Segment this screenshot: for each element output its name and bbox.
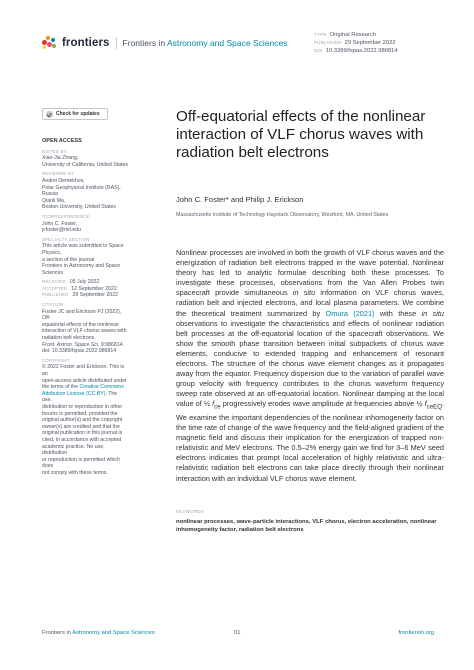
correspondence: John C. Foster, jcfoster@mit.edu bbox=[42, 221, 128, 234]
keywords: nonlinear processes, wave-particle interactions, VLF chorus, electron acceleration, nonlinear inhomogeneity factor, radiation belt electrons bbox=[176, 519, 437, 534]
header-divider bbox=[116, 37, 117, 49]
accepted-date: ACCEPTED 12 September 2022 bbox=[42, 285, 117, 292]
reviewed-by-label: REVIEWED BY bbox=[42, 171, 75, 177]
citation: Foster JC and Erickson PJ (2022), Off- equatorial effects of the nonlinear interaction of VLF chorus waves with radiation belt electrons. Front. Astron. Space Sci. 9:986814. doi: 10.3389/fspas.2022.986814 bbox=[42, 308, 127, 355]
check-for-updates-label: Check for updates bbox=[56, 110, 100, 117]
page-number: 01 bbox=[234, 630, 241, 636]
correspondence-email[interactable]: jcfoster@mit.edu bbox=[42, 227, 81, 234]
author-affiliation: Massachusetts Institute of Technology Haystack Observatory, Westford, MA, United States bbox=[176, 212, 389, 218]
abstract: Nonlinear processes are involved in both the growth of VLF chorus waves and the energization of radiation belt electrons trapped in the wave potential. Nonlinear theory has led to analytic formulae describing both these processes. To investigate these processes, observations from the Van Allen Probes twin spacecraft provide simultaneous in situ information on VLF chorus waves, radiation belt and injected electrons, and local plasma parameters. We combine the theoretical treatment summarized by Omura (2021) with these in situ observations to investigate the characteristics and effects of nonlinear radiation belt processes at the off-equatorial location of the spacecraft observations. We show the smooth phase transition between initial subpackets of chorus wave elements, conducive to extended trapping and enhancement of resonant electrons. The structure of the chorus wave element changes as it propagates away from the equator. Frequency dispersion due to the variation of parallel wave group velocity with frequency contributes to the chorus waveform frequency sweep rate observed at an off-equatorial location. Nonlinear damping at the local value of ½ $f_{ce}$ progressively erodes wave amplitude at frequencies above ½ $f_{ceEQ}$. We examine the important dependencies of the nonlinear inhomogeneity factor on the time rate of change of the wave frequency and the field-aligned gradient of the magnetic field and discuss their implication for the energization of trapped non-relativistic and MeV electrons. The 0.5–2% energy gain we find for 3–6 MeV seed electrons indicates that prompt local acceleration of highly relativistic and ultra-relativistic radiation belt electrons can take place directly through their nonlinear interaction with an individual VLF chorus wave element. bbox=[176, 248, 445, 483]
logo-wordmark[interactable]: frontiers bbox=[62, 37, 110, 49]
meta-doi[interactable]: DOI 10.3389/fspas.2022.986814 bbox=[314, 48, 398, 54]
specialty-section: This article was submitted to Space Physics, a section of the journal Frontiers in Astronomy and Space Sciences bbox=[42, 243, 124, 276]
received-date: RECEIVED 05 July 2022 bbox=[42, 279, 100, 286]
citation-doi[interactable]: doi: 10.3389/fspas.2022.986814 bbox=[42, 348, 117, 355]
check-for-updates-button[interactable] bbox=[42, 108, 108, 120]
page-header bbox=[42, 32, 434, 66]
edited-by-label: EDITED BY bbox=[42, 148, 67, 154]
article-sidebar bbox=[42, 108, 128, 478]
copyright-label: COPYRIGHT bbox=[42, 357, 70, 363]
cc-license-link-2[interactable]: Attribution License (CC BY) bbox=[42, 390, 106, 397]
edited-by: Xiao-Jia Zhang, University of California, United States bbox=[42, 155, 128, 168]
article-authors: John C. Foster* and Philip J. Erickson bbox=[176, 195, 304, 204]
journal-name: Astronomy and Space Sciences bbox=[166, 38, 288, 48]
correspondence-label: *CORRESPONDENCE bbox=[42, 213, 90, 219]
meta-type: TYPE Original Research bbox=[314, 32, 377, 38]
journal-title[interactable] bbox=[123, 38, 288, 48]
reference-link[interactable]: Omura (2021) bbox=[325, 308, 375, 318]
article-title: Off-equatorial effects of the nonlinear interaction of VLF chorus waves with radiation belt electrons bbox=[176, 108, 426, 162]
page-footer bbox=[42, 630, 434, 640]
article-meta bbox=[314, 31, 434, 55]
copyright: © 2022 Foster and Erickson. This is an open-access article distributed under the terms of the Creative Commons Attribution License (CC BY). The use, distribution or reproduction in other forums is permitted, provided the original author(s) and the copyright owner(s) are credited and that the original publication in this journal is cited, in accordance with accepted academic practice. No use, distribution or reproduction is permitted which does not comply with these terms. bbox=[42, 364, 127, 476]
frontiers-logo-icon bbox=[42, 36, 58, 50]
journal-banner bbox=[42, 36, 287, 50]
journal-prefix: Frontiers in bbox=[122, 38, 167, 48]
cc-license-link[interactable]: Creative Commons bbox=[79, 384, 124, 391]
check-updates-icon bbox=[46, 111, 53, 118]
specialty-section-label: SPECIALTY SECTION bbox=[42, 236, 90, 242]
keywords-label: KEYWORDS bbox=[176, 509, 205, 514]
citation-label: CITATION bbox=[42, 302, 64, 308]
open-access-label: OPEN ACCESS bbox=[42, 138, 82, 144]
article-dates bbox=[42, 279, 128, 299]
meta-published: PUBLISHED 29 September 2022 bbox=[314, 40, 396, 46]
reviewed-by: Andrei Demekhov, Polar Geophysical Institute (RAS), Russia Qianli Ma, Boston University, United States bbox=[42, 177, 121, 211]
footer-site-link[interactable]: frontiersin.org bbox=[398, 630, 434, 636]
footer-journal[interactable]: Frontiers in Astronomy and Space Sciences bbox=[42, 630, 155, 636]
published-date: PUBLISHED 29 September 2022 bbox=[42, 292, 119, 299]
